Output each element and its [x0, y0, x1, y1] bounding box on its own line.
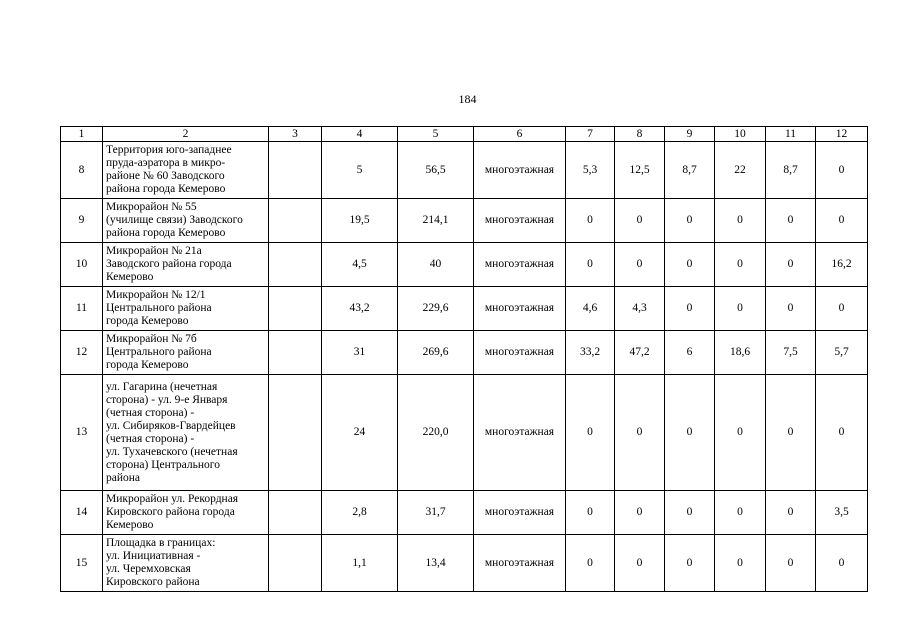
table-row [61, 142, 868, 199]
column-4-cell: 43,2 [322, 287, 398, 331]
column-4-cell: 24 [322, 375, 398, 491]
column-header: 11 [766, 127, 816, 142]
building-type-cell: многоэтажная [474, 375, 566, 491]
location-name-cell: Микрорайон ул. Рекордная Кировского района города Кемерово [103, 491, 269, 535]
column-header: 10 [715, 127, 766, 142]
column-header: 9 [665, 127, 715, 142]
table-row [61, 199, 868, 243]
location-name-cell: Микрорайон № 21а Заводского района города Кемерово [103, 243, 269, 287]
column-7-cell: 0 [566, 375, 615, 491]
column-9-cell: 8,7 [665, 142, 715, 199]
column-9-cell: 0 [665, 491, 715, 535]
column-3-cell [269, 287, 322, 331]
column-7-cell: 0 [566, 243, 615, 287]
table-body [61, 127, 868, 592]
column-11-cell: 7,5 [766, 331, 816, 375]
location-name-cell: Микрорайон № 7б Центрального района города Кемерово [103, 331, 269, 375]
column-8-cell: 12,5 [615, 142, 665, 199]
location-name-cell: Микрорайон № 55 (училище связи) Заводского района города Кемерово [103, 199, 269, 243]
row-number-cell: 11 [61, 287, 103, 331]
column-4-cell: 5 [322, 142, 398, 199]
column-4-cell: 31 [322, 331, 398, 375]
column-7-cell: 0 [566, 491, 615, 535]
building-type-cell: многоэтажная [474, 243, 566, 287]
table-row [61, 331, 868, 375]
column-11-cell: 0 [766, 535, 816, 592]
column-10-cell: 0 [715, 375, 766, 491]
table-row [61, 375, 868, 491]
column-5-cell: 229,6 [398, 287, 474, 331]
location-name-cell: ул. Гагарина (нечетная сторона) - ул. 9-е Января (четная сторона) - ул. Сибиряков-Гвардейцев (четная сторона) - ул. Тухачевского (нечетная сторона) Центрального района [103, 375, 269, 491]
row-number-cell: 14 [61, 491, 103, 535]
column-11-cell: 0 [766, 243, 816, 287]
column-8-cell: 0 [615, 535, 665, 592]
column-9-cell: 0 [665, 243, 715, 287]
location-name-cell: Площадка в границах: ул. Инициативная - ул. Черемховская Кировского района [103, 535, 269, 592]
column-9-cell: 0 [665, 199, 715, 243]
column-9-cell: 6 [665, 331, 715, 375]
column-header: 2 [103, 127, 269, 142]
column-3-cell [269, 243, 322, 287]
table-header-row [61, 127, 868, 142]
column-3-cell [269, 491, 322, 535]
column-11-cell: 0 [766, 375, 816, 491]
column-9-cell: 0 [665, 375, 715, 491]
table-row [61, 287, 868, 331]
location-name-cell: Микрорайон № 12/1 Центрального района города Кемерово [103, 287, 269, 331]
column-7-cell: 4,6 [566, 287, 615, 331]
column-12-cell: 3,5 [816, 491, 868, 535]
column-12-cell: 0 [816, 142, 868, 199]
row-number-cell: 13 [61, 375, 103, 491]
column-11-cell: 0 [766, 491, 816, 535]
table-row [61, 491, 868, 535]
column-7-cell: 33,2 [566, 331, 615, 375]
column-header: 4 [322, 127, 398, 142]
column-7-cell: 0 [566, 535, 615, 592]
column-10-cell: 0 [715, 287, 766, 331]
column-7-cell: 0 [566, 199, 615, 243]
row-number-cell: 15 [61, 535, 103, 592]
column-3-cell [269, 199, 322, 243]
column-12-cell: 5,7 [816, 331, 868, 375]
column-8-cell: 0 [615, 491, 665, 535]
page-number: 184 [458, 92, 477, 106]
column-3-cell [269, 375, 322, 491]
building-type-cell: многоэтажная [474, 331, 566, 375]
column-7-cell: 5,3 [566, 142, 615, 199]
column-12-cell: 0 [816, 287, 868, 331]
column-header: 5 [398, 127, 474, 142]
column-4-cell: 1,1 [322, 535, 398, 592]
column-10-cell: 0 [715, 491, 766, 535]
column-9-cell: 0 [665, 287, 715, 331]
building-type-cell: многоэтажная [474, 491, 566, 535]
column-header: 6 [474, 127, 566, 142]
column-header: 7 [566, 127, 615, 142]
column-header: 12 [816, 127, 868, 142]
column-5-cell: 40 [398, 243, 474, 287]
column-12-cell: 0 [816, 535, 868, 592]
column-header: 1 [61, 127, 103, 142]
column-12-cell: 16,2 [816, 243, 868, 287]
column-5-cell: 214,1 [398, 199, 474, 243]
column-5-cell: 13,4 [398, 535, 474, 592]
column-3-cell [269, 142, 322, 199]
building-type-cell: многоэтажная [474, 199, 566, 243]
building-type-cell: многоэтажная [474, 287, 566, 331]
building-type-cell: многоэтажная [474, 535, 566, 592]
row-number-cell: 10 [61, 243, 103, 287]
column-11-cell: 0 [766, 199, 816, 243]
column-header: 8 [615, 127, 665, 142]
column-10-cell: 0 [715, 535, 766, 592]
column-12-cell: 0 [816, 375, 868, 491]
column-4-cell: 19,5 [322, 199, 398, 243]
location-name-cell: Территория юго-западнее пруда-аэратора в микро- районе № 60 Заводского района города Кемерово [103, 142, 269, 199]
column-3-cell [269, 535, 322, 592]
column-3-cell [269, 331, 322, 375]
column-8-cell: 4,3 [615, 287, 665, 331]
column-12-cell: 0 [816, 199, 868, 243]
column-5-cell: 56,5 [398, 142, 474, 199]
column-11-cell: 0 [766, 287, 816, 331]
column-10-cell: 0 [715, 243, 766, 287]
column-4-cell: 2,8 [322, 491, 398, 535]
column-8-cell: 0 [615, 243, 665, 287]
row-number-cell: 12 [61, 331, 103, 375]
column-8-cell: 0 [615, 199, 665, 243]
column-5-cell: 220,0 [398, 375, 474, 491]
data-table [60, 126, 868, 592]
column-11-cell: 8,7 [766, 142, 816, 199]
column-10-cell: 18,6 [715, 331, 766, 375]
column-4-cell: 4,5 [322, 243, 398, 287]
row-number-cell: 8 [61, 142, 103, 199]
column-8-cell: 47,2 [615, 331, 665, 375]
column-10-cell: 0 [715, 199, 766, 243]
column-8-cell: 0 [615, 375, 665, 491]
column-header: 3 [269, 127, 322, 142]
row-number-cell: 9 [61, 199, 103, 243]
column-5-cell: 269,6 [398, 331, 474, 375]
column-5-cell: 31,7 [398, 491, 474, 535]
column-10-cell: 22 [715, 142, 766, 199]
building-type-cell: многоэтажная [474, 142, 566, 199]
table-row [61, 535, 868, 592]
column-9-cell: 0 [665, 535, 715, 592]
table-row [61, 243, 868, 287]
